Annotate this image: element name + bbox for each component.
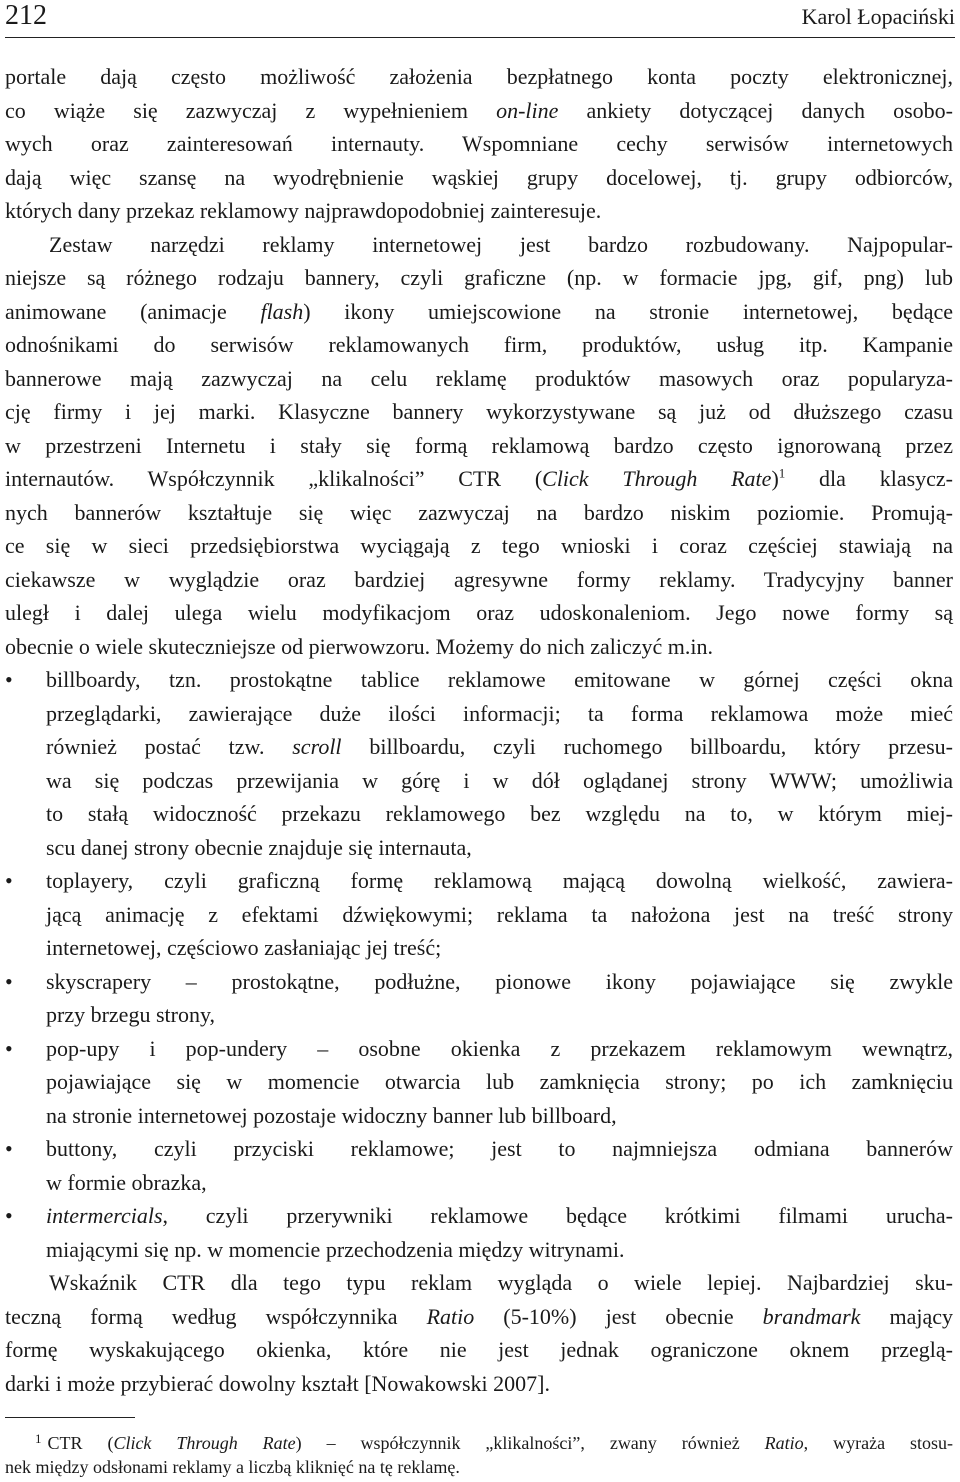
line-text: ce się w sieci przedsiębiorstwa wyciągają z tego wnioski i coraz częściej stawiają na xyxy=(5,533,953,558)
line-text: to stałą widoczność przekazu reklamowego bez względu na to, w którym miej- xyxy=(46,801,953,826)
line-text: cję firmy i jej marki. Klasyczne bannery wykorzystywane są już od dłuższego czasu xyxy=(5,399,953,424)
line-text: dają więc szansę na wyodrębnienie wąskiej grupy docelowej, tj. grupy odbiorców, xyxy=(5,164,953,190)
paragraph-line xyxy=(5,496,953,530)
paragraph-line xyxy=(5,596,953,630)
paragraph-line xyxy=(5,1266,953,1300)
body-text xyxy=(5,60,953,1400)
bullet-item-line xyxy=(5,965,953,999)
line-text: w przestrzeni Internetu i stały się formą reklamową bardzo często ignorowaną przez xyxy=(5,432,953,458)
paragraph-line xyxy=(5,1333,953,1367)
paragraph-line xyxy=(5,998,953,1032)
bullet-item-line xyxy=(5,1199,953,1233)
line-text: niejsze są różnego rodzaju bannery, czyli graficzne (np. w formacie jpg, gif, png) lub xyxy=(5,265,953,290)
footnote-line: nek między odsłonami reklamy a liczbą kliknięć na tę reklamę. xyxy=(5,1457,460,1477)
paragraph-line xyxy=(5,831,953,865)
line-text: co wiąże się zazwyczaj z wypełnieniem on-line ankiety dotyczącej danych osobo- xyxy=(5,97,953,123)
paragraph-line xyxy=(5,697,953,731)
paragraph-line xyxy=(5,462,953,496)
paragraph-line xyxy=(5,295,953,329)
line-text: również postać tzw. scroll billboardu, czyli ruchomego billboardu, który przesu- xyxy=(46,734,953,759)
line-text: Wskaźnik CTR dla tego typu reklam wygląda o wiele lepiej. Najbardziej sku- xyxy=(49,1270,953,1295)
line-text: obecnie o wiele skuteczniejsze od pierwowzoru. Możemy do nich zaliczyć m.in. xyxy=(5,633,714,659)
paragraph-line xyxy=(5,1099,953,1133)
footnote-number: 1 xyxy=(35,1431,42,1446)
bullet-icon: • xyxy=(5,968,13,994)
paragraph-line xyxy=(5,630,953,664)
line-text: toplayery, czyli graficzną formę reklamową mającą dowolną wielkość, zawiera- xyxy=(46,868,953,893)
paragraph-line xyxy=(5,764,953,798)
page-number: 212 xyxy=(5,0,47,31)
paragraph-line xyxy=(5,228,953,262)
paragraph-line xyxy=(5,1367,953,1401)
line-text: scu danej strony obecnie znajduje się internauta, xyxy=(46,834,472,860)
line-text: wa się podczas przewijania w górę i w dół oglądanej strony WWW; umożliwia xyxy=(46,767,953,793)
footnote-rule xyxy=(5,1417,135,1418)
line-text: internautów. Współczynnik „klikalności” CTR (Click Through Rate)$^1$ dla klasycz- xyxy=(5,465,953,491)
bullet-item-line xyxy=(5,663,953,697)
line-text: uległ i dalej ulega wielu modyfikacjom oraz udoskonaleniom. Jego nowe formy są xyxy=(5,600,953,625)
page-header xyxy=(5,0,955,38)
line-text: darki i może przybierać dowolny kształt [Nowakowski 2007]. xyxy=(5,1370,550,1396)
line-text: odnośnikami do serwisów reklamowanych firm, produktów, usług itp. Kampanie xyxy=(5,332,953,357)
paragraph-line xyxy=(5,1233,953,1267)
line-text: internetowej, częściowo zasłaniając jej treść; xyxy=(46,935,442,960)
line-text: wych oraz zainteresowań internauty. Wspomniane cechy serwisów internetowych xyxy=(5,131,953,156)
line-text: jącą animację z efektami dźwiękowymi; reklama ta nałożona jest na treść strony xyxy=(46,901,953,927)
line-text: animowane (animacje flash) ikony umiejscowione na stronie internetowej, będące xyxy=(5,298,953,324)
bullet-icon: • xyxy=(5,868,13,893)
paragraph-line xyxy=(5,1065,953,1099)
line-text: buttony, czyli przyciski reklamowe; jest to najmniejsza odmiana bannerów xyxy=(46,1136,953,1161)
line-text: w formie obrazka, xyxy=(46,1169,207,1195)
paragraph-line xyxy=(5,261,953,295)
line-text: Zestaw narzędzi reklamy internetowej jest bardzo rozbudowany. Najpopular- xyxy=(49,231,953,257)
paragraph-line xyxy=(5,797,953,831)
paragraph-line xyxy=(5,395,953,429)
paragraph-line xyxy=(5,529,953,563)
paragraph-line xyxy=(5,194,953,228)
line-text: bannerowe mają zazwyczaj na celu reklamę produktów masowych oraz popularyza- xyxy=(5,365,953,391)
line-text: przy brzegu strony, xyxy=(46,1002,216,1027)
paragraph-line xyxy=(5,328,953,362)
line-text: intermercials, czyli przerywniki reklamowe będące krótkimi filmami urucha- xyxy=(46,1203,953,1228)
line-text: billboardy, tzn. prostokątne tablice reklamowe emitowane w górnej części okna xyxy=(46,667,953,692)
running-head-author: Karol Łopaciński xyxy=(801,4,955,29)
footnote-line xyxy=(5,1424,953,1453)
line-text: skyscrapery – prostokątne, podłużne, pionowe ikony pojawiające się zwykle xyxy=(46,968,953,994)
paragraph-line xyxy=(5,362,953,396)
footnote-text-1: CTR (Click Through Rate) – współczynnik „klikalności”, zwany również Ratio, wyraża stosu- xyxy=(47,1433,953,1453)
paragraph-line xyxy=(5,161,953,195)
line-text: teczną formą według współczynnika Ratio (5-10%) jest obecnie brandmark mający xyxy=(5,1303,953,1329)
paragraph-line xyxy=(5,127,953,161)
line-text: pop-upy i pop-undery – osobne okienka z przekazem reklamowym wewnątrz, xyxy=(46,1035,953,1061)
line-text: przeglądarki, zawierające duże ilości informacji; ta forma reklamowa może mieć xyxy=(46,700,953,726)
paragraph-line xyxy=(5,94,953,128)
paragraph-line xyxy=(5,898,953,932)
line-text: pojawiające się w momencie otwarcia lub zamknięcia strony; po ich zamknięciu xyxy=(46,1069,953,1094)
line-text: na stronie internetowej pozostaje widoczny banner lub billboard, xyxy=(46,1102,617,1128)
bullet-item-line xyxy=(5,1032,953,1066)
paragraph-line xyxy=(5,563,953,597)
footnote xyxy=(5,1424,953,1482)
bullet-item-line xyxy=(5,864,953,898)
line-text: których dany przekaz reklamowy najprawdopodobniej zainteresuje. xyxy=(5,198,602,223)
paragraph-line xyxy=(5,1300,953,1334)
bullet-icon: • xyxy=(5,1035,13,1061)
line-text: portale dają często możliwość założenia bezpłatnego konta poczty elektronicznej, xyxy=(5,64,953,89)
bullet-item-line xyxy=(5,1132,953,1166)
paragraph-line xyxy=(5,429,953,463)
bullet-icon: • xyxy=(5,1203,13,1228)
paragraph-line xyxy=(5,1166,953,1200)
header-rule xyxy=(5,37,955,38)
line-text: miającymi się np. w momencie przechodzenia między witrynami. xyxy=(46,1236,625,1262)
paragraph-line xyxy=(5,931,953,965)
line-text: formę wyskakującego okienka, które nie jest jednak ograniczone oknem przeglą- xyxy=(5,1337,953,1362)
line-text: ciekawsze w wyglądzie oraz bardziej agresywne formy reklamy. Tradycyjny banner xyxy=(5,566,953,592)
paragraph-line xyxy=(5,730,953,764)
bullet-icon: • xyxy=(5,1136,13,1161)
paragraph-line xyxy=(5,60,953,94)
bullet-icon: • xyxy=(5,667,13,692)
line-text: nych bannerów kształtuje się więc zazwyczaj na bardzo niskim poziomie. Promują- xyxy=(5,499,953,525)
